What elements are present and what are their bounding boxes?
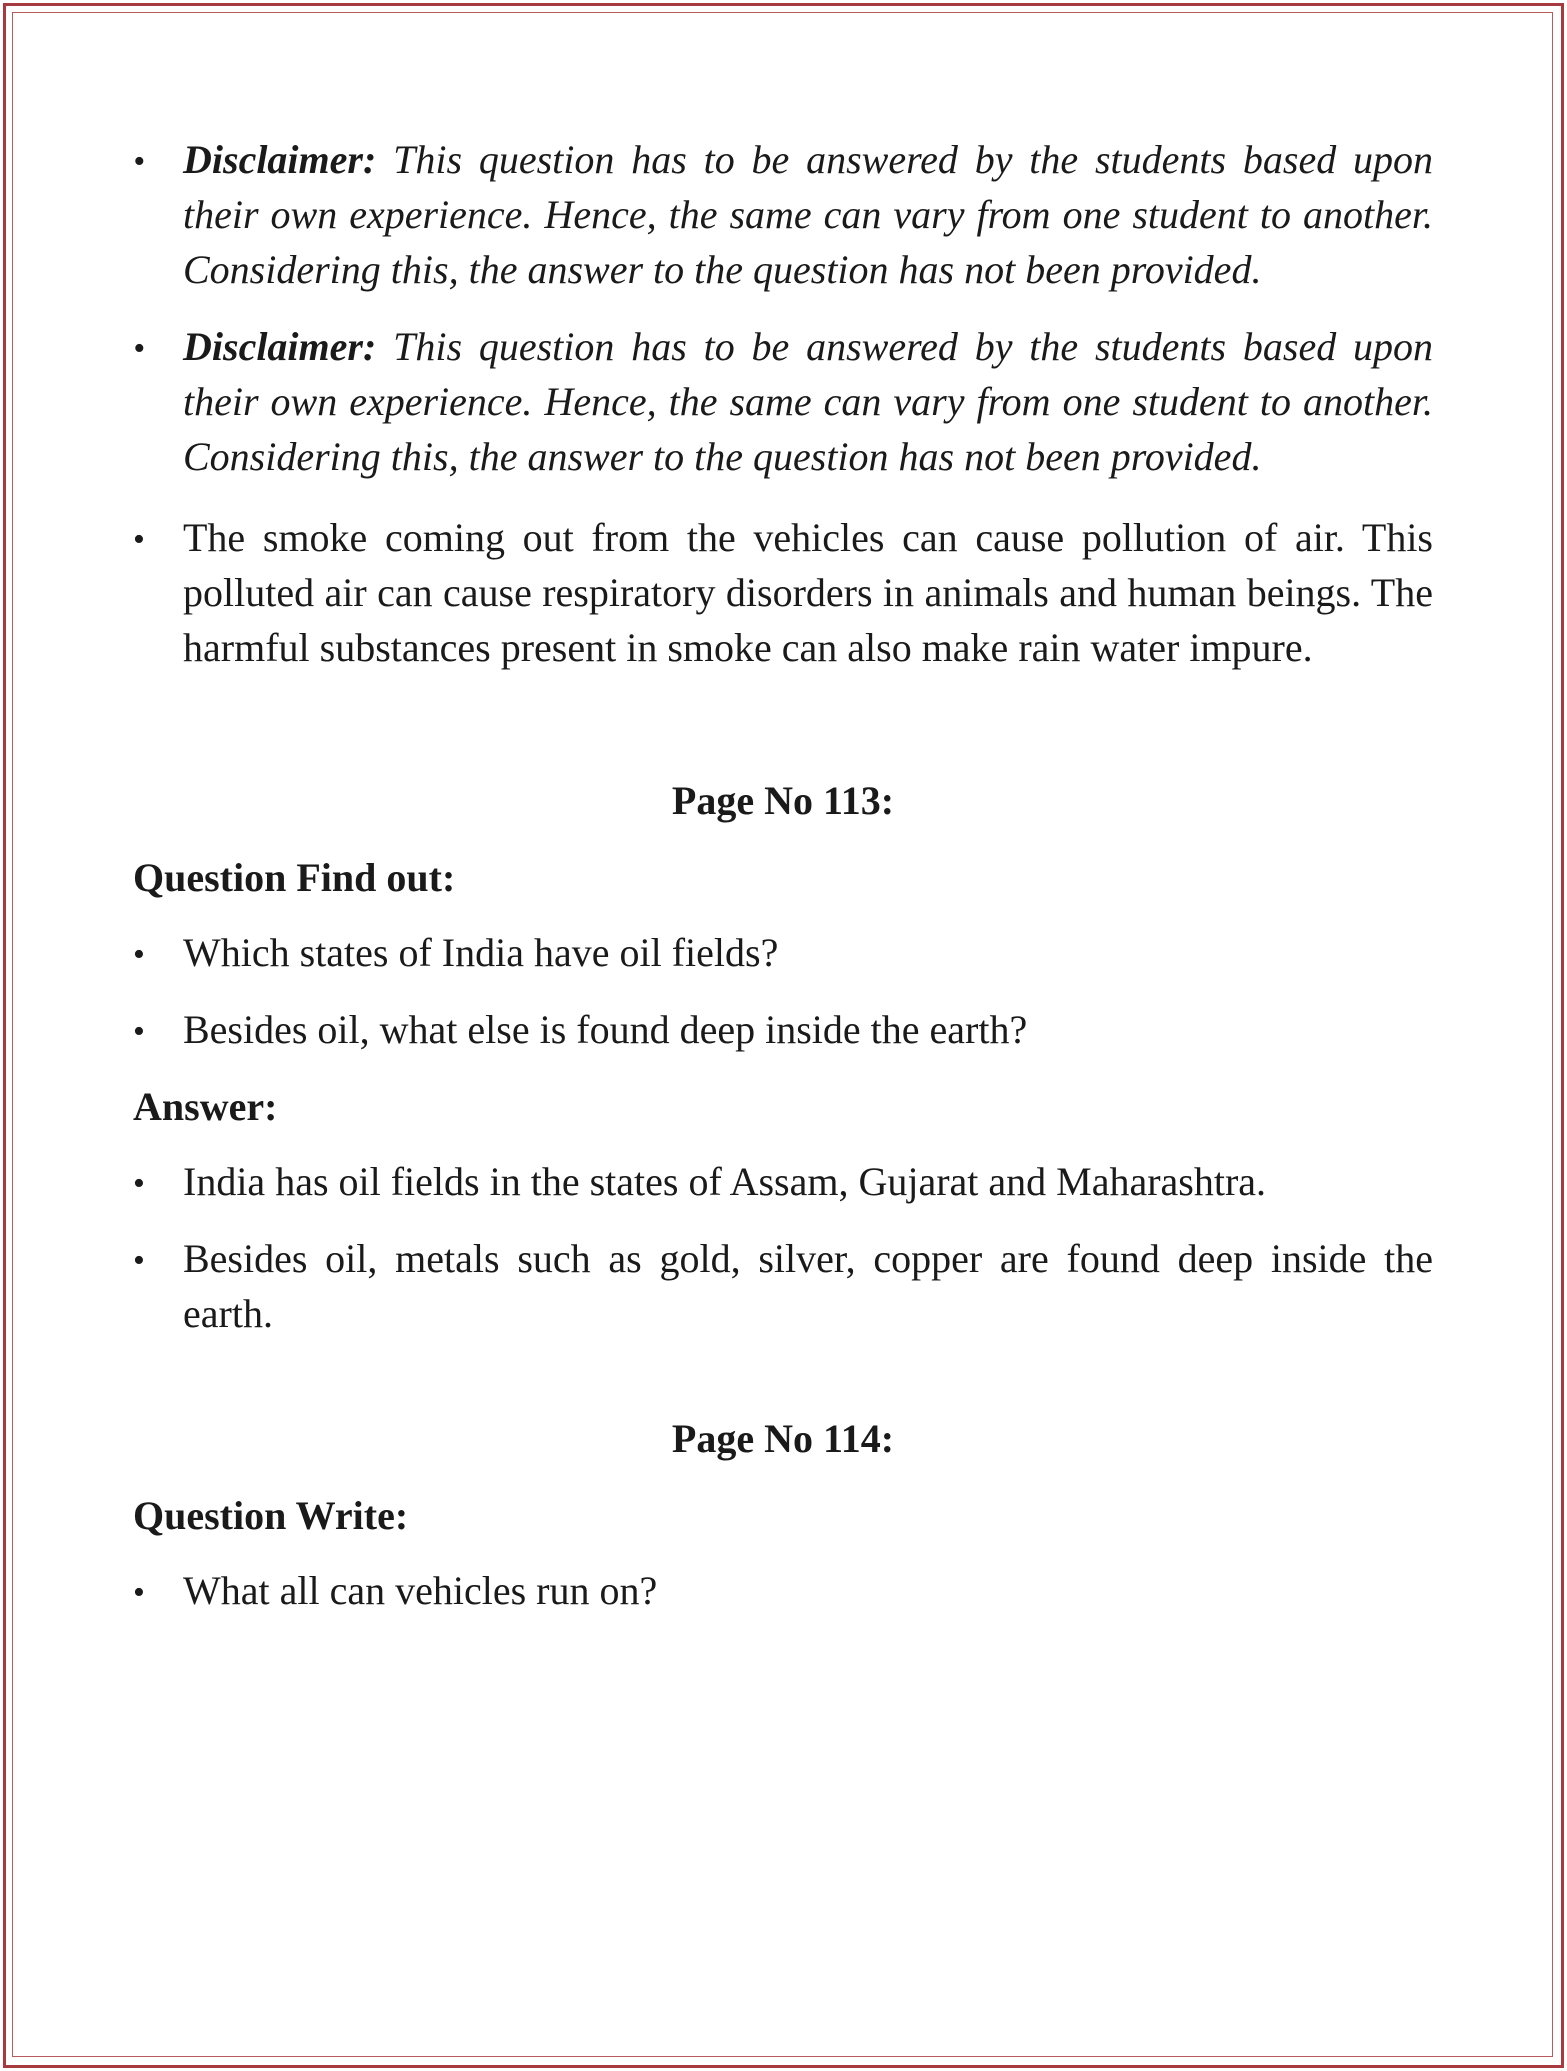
page-number-114: Page No 114:	[671, 1416, 895, 1461]
smoke-answer-text: The smoke coming out from the vehicles can cause pollution of air. This polluted air can cause respiratory disorders in animals and human beings. The harmful substances present in smoke can also make rain water impure.	[183, 515, 1433, 670]
document-body	[133, 132, 1433, 1640]
list-item	[133, 319, 1433, 484]
disclaimer-text: This question has to be answered by the students based upon their own experience. Hence, the same can vary from one student to another. Considering this, the answer to the question has not been provided.	[183, 137, 1433, 292]
question-text: Besides oil, what else is found deep inside the earth?	[183, 1007, 1028, 1052]
question-list-113	[133, 925, 1433, 1057]
question-heading-write: Question Write:	[133, 1493, 409, 1538]
disclaimer-list	[133, 132, 1433, 675]
question-list-114	[133, 1563, 1433, 1618]
answer-heading: Answer:	[133, 1084, 278, 1129]
page-number-113: Page No 113:	[671, 778, 895, 823]
list-item	[133, 925, 1433, 980]
bullet-icon: •	[133, 1242, 145, 1279]
list-item	[133, 1154, 1433, 1209]
disclaimer-label: Disclaimer:	[183, 137, 377, 182]
list-item	[133, 132, 1433, 297]
list-item	[133, 1002, 1433, 1057]
question-text: What all can vehicles run on?	[183, 1568, 658, 1613]
question-text: Which states of India have oil fields?	[183, 930, 779, 975]
list-item	[133, 1563, 1433, 1618]
answer-text: India has oil fields in the states of Assam, Gujarat and Maharashtra.	[183, 1159, 1267, 1204]
bullet-icon: •	[133, 330, 145, 367]
disclaimer-label: Disclaimer:	[183, 324, 377, 369]
bullet-icon: •	[133, 1574, 145, 1611]
list-item	[133, 1231, 1433, 1341]
question-heading-find-out: Question Find out:	[133, 855, 456, 900]
bullet-icon: •	[133, 1013, 145, 1050]
list-item	[133, 510, 1433, 675]
bullet-icon: •	[133, 1165, 145, 1202]
bullet-icon: •	[133, 143, 145, 180]
disclaimer-text: This question has to be answered by the students based upon their own experience. Hence, the same can vary from one student to another. Considering this, the answer to the question has not been provided.	[183, 324, 1433, 479]
answer-list-113	[133, 1154, 1433, 1341]
bullet-icon: •	[133, 521, 145, 558]
answer-text: Besides oil, metals such as gold, silver, copper are found deep inside the earth.	[183, 1236, 1433, 1336]
bullet-icon: •	[133, 936, 145, 973]
